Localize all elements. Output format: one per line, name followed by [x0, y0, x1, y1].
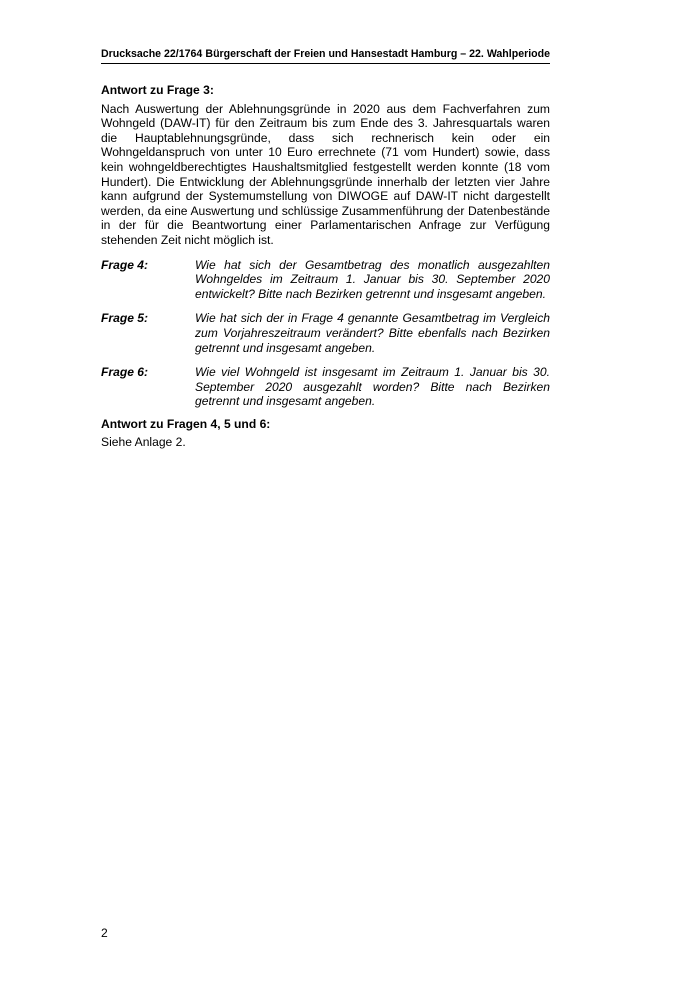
question-6-text: Wie viel Wohngeld ist insgesamt im Zeitraum 1. Januar bis 30. September 2020 ausgezahlt worden? Bitte nach Bezirken getrennt und insgesamt angeben. [195, 365, 550, 409]
question-6-label: Frage 6: [101, 365, 149, 380]
answer-3-heading: Antwort zu Frage 3: [101, 83, 214, 97]
parliament-title: Bürgerschaft der Freien und Hansestadt Hamburg – 22. Wahlperiode [205, 48, 550, 60]
answer-3-text: Nach Auswertung der Ablehnungsgründe in 2020 aus dem Fachverfahren zum Wohngeld (DAW-IT) für den Zeitraum bis zum Ende des 3. Jahresquartals waren die Hauptablehnungsgründe, dass sich rechnerisch kein oder ein Wohngeldanspruch von unter 10 Euro errechnete (71 vom Hundert) sowie, dass kein wohngeldberechtigtes Haushaltsmitglied festgestellt werden konnte (18 vom Hundert). Die Entwicklung der Ablehnungsgründe innerhalb der letzten vier Jahre kann aufgrund der Systemumstellung von DIWOGE auf DAW-IT nicht dargestellt werden, da eine Auswertung und schlüssige Zusammenführung der Datenbestände in der für die Beantwortung einer Parlamentarischen Anfrage zur Verfügung stehenden Zeit nicht möglich ist. [101, 101, 550, 247]
running-header [101, 46, 550, 64]
document-number: Drucksache 22/1764 [101, 48, 203, 60]
document-body [101, 83, 550, 450]
question-5 [101, 311, 550, 355]
answer-4-5-6-heading: Antwort zu Fragen 4, 5 und 6: [101, 416, 271, 431]
question-5-label: Frage 5: [101, 311, 149, 326]
question-4-label: Frage 4: [101, 257, 149, 272]
question-4 [101, 258, 550, 302]
question-5-text: Wie hat sich der in Frage 4 genannte Gesamtbetrag im Vergleich zum Vorjahreszeitraum verändert? Bitte ebenfalls nach Bezirken getrennt und insgesamt angeben. [195, 311, 550, 355]
answer-4-5-6-text: Siehe Anlage 2. [101, 435, 186, 450]
page-number: 2 [101, 926, 108, 940]
question-4-text: Wie hat sich der Gesamtbetrag des monatlich ausgezahlten Wohngeldes im Zeitraum 1. Januar bis 30. September 2020 entwickelt? Bitte nach Bezirken getrennt und insgesamt angeben. [195, 257, 550, 301]
question-6 [101, 365, 550, 409]
